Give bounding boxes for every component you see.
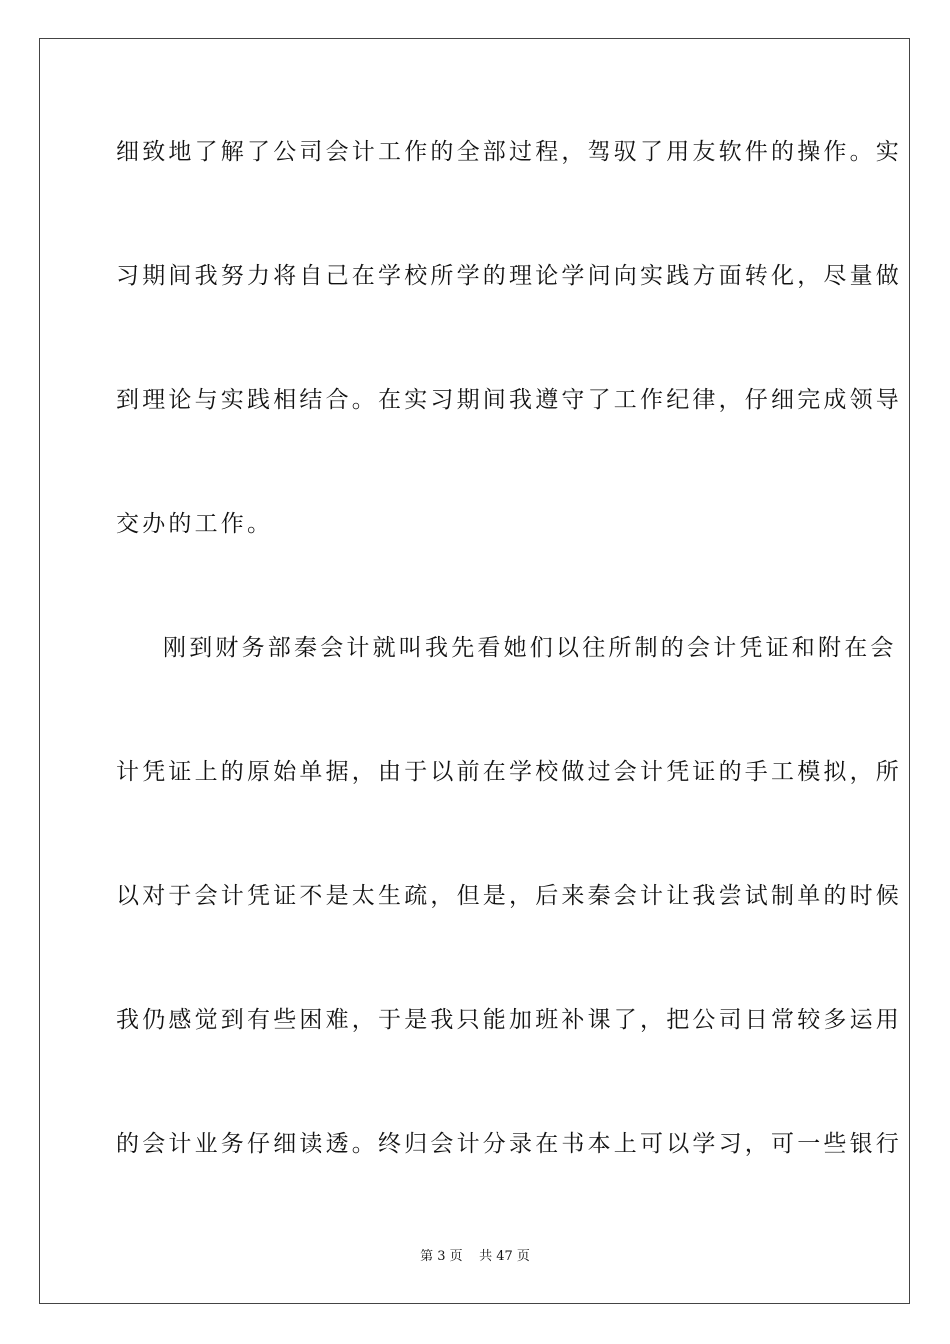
body-text-line: 交办的工作。: [116, 511, 274, 537]
body-text-line: 细致地了解了公司会计工作的全部过程，驾驭了用友软件的操作。实: [116, 139, 902, 165]
body-text-line: 习期间我努力将自己在学校所学的理论学问向实践方面转化，尽量做: [116, 263, 902, 289]
page-number-footer: 第 3 页 共 47 页: [420, 1249, 530, 1264]
body-text-line: 到理论与实践相结合。在实习期间我遵守了工作纪律，仔细完成领导: [116, 387, 902, 413]
body-text-line: 计凭证上的原始单据，由于以前在学校做过会计凭证的手工模拟，所: [116, 759, 902, 785]
page-border: [39, 38, 910, 1304]
body-text-line: 我仍感觉到有些困难，于是我只能加班补课了，把公司日常较多运用: [116, 1007, 902, 1033]
paragraph-first-line: 刚到财务部秦会计就叫我先看她们以往所制的会计凭证和附在会: [163, 635, 897, 661]
body-text-line: 以对于会计凭证不是太生疏，但是，后来秦会计让我尝试制单的时候: [116, 883, 902, 909]
body-text-line: 的会计业务仔细读透。终归会计分录在书本上可以学习，可一些银行: [116, 1131, 902, 1157]
